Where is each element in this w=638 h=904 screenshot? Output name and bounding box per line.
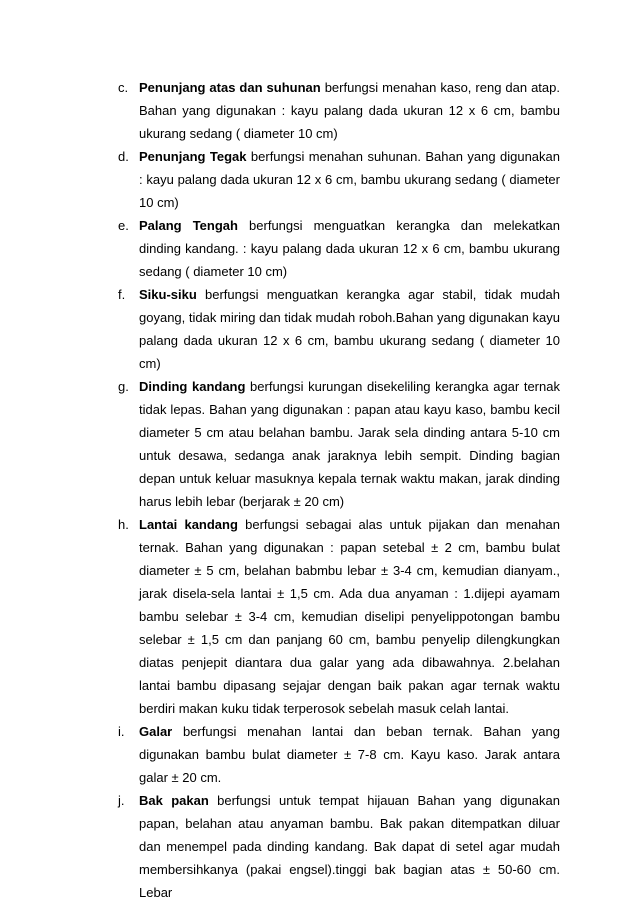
list-marker: d. [118, 149, 129, 164]
list-item [118, 720, 560, 789]
item-term: Lantai kandang [139, 517, 238, 532]
item-text: berfungsi sebagai alas untuk pijakan dan menahan ternak. Bahan yang digunakan : papan setebal ± 2 cm, bambu bulat diameter ± 5 cm, belahan babmbu lebar ± 3-4 cm, kemudian dianyam., jarak disela-sela lantai ± 1,5 cm. Ada dua anyaman : 1.dijepi ayamam bambu selebar ± 3-4 cm, kemudian diselipi penyelippotongan bambu selebar ± 1,5 cm dan panjang 60 cm, bambu penyelip dilengkungkan diatas penjepit diantara dua galar yang ada dibawahnya. 2.belahan lantai bambu dipasang sejajar dengan baik pakan agar ternak waktu berdiri makan kuku tidak terperosok sebelah masuk celah lantai. [139, 517, 561, 716]
item-text: berfungsi menahan kaso, reng dan atap. Bahan yang digunakan : kayu palang dada ukuran 12 x 6 cm, bambu ukurang sedang ( diameter 10 cm) [139, 80, 560, 141]
list-marker: e. [118, 218, 129, 233]
list-item [118, 214, 560, 283]
item-term: Penunjang atas dan suhunan [139, 80, 321, 95]
item-text: berfungsi menguatkan kerangka agar stabil, tidak mudah goyang, tidak miring dan tidak mudah roboh.Bahan yang digunakan kayu palang dada ukuran 12 x 6 cm, bambu ukurang sedang ( diameter 10 cm) [139, 287, 560, 371]
list-marker: g. [118, 379, 129, 394]
item-term: Penunjang Tegak [139, 149, 247, 164]
list-marker: i. [118, 724, 125, 739]
item-term: Palang Tengah [139, 218, 238, 233]
list-item [118, 375, 560, 513]
list-item [118, 76, 560, 145]
list-marker: h. [118, 517, 129, 532]
list-item [118, 283, 560, 375]
list-marker: c. [118, 80, 129, 95]
item-term: Dinding kandang [139, 379, 246, 394]
list-item [118, 789, 560, 904]
item-text: berfungsi menahan suhunan. Bahan yang digunakan : kayu palang dada ukuran 12 x 6 cm, bambu ukurang sedang ( diameter 10 cm) [139, 149, 560, 210]
item-text: berfungsi kurungan disekeliling kerangka agar ternak tidak lepas. Bahan yang digunakan : papan atau kayu kaso, bambu kecil diameter 5 cm atau belahan bambu. Jarak sela dinding antara 5-10 cm untuk desawa, sedanga anak jaraknya lebih sempit. Dinding bagian depan untuk keluar masuknya kepala ternak waktu makan, jarak dinding harus lebih lebar (berjarak ± 20 cm) [139, 379, 560, 509]
list-marker: f. [118, 287, 126, 302]
item-list [118, 76, 560, 904]
item-term: Galar [139, 724, 173, 739]
list-item [118, 513, 560, 720]
item-text: berfungsi untuk tempat hijauan Bahan yang digunakan papan, belahan atau anyaman bambu. Bak pakan ditempatkan diluar dan menempel pada dinding kandang. Bak dapat di setel agar mudah membersihkanya (pakai engsel).tinggi bak bagian atas ± 50-60 cm. Lebar [139, 793, 560, 900]
item-text: berfungsi menguatkan kerangka dan melekatkan dinding kandang. : kayu palang dada ukuran 12 x 6 cm, bambu ukurang sedang ( diameter 10 cm) [139, 218, 560, 279]
item-term: Siku-siku [139, 287, 197, 302]
list-item [118, 145, 560, 214]
item-term: Bak pakan [139, 793, 209, 808]
list-marker: j. [118, 793, 125, 808]
item-text: berfungsi menahan lantai dan beban ternak. Bahan yang digunakan bambu bulat diameter ± 7-8 cm. Kayu kaso. Jarak antara galar ± 20 cm. [139, 724, 560, 785]
